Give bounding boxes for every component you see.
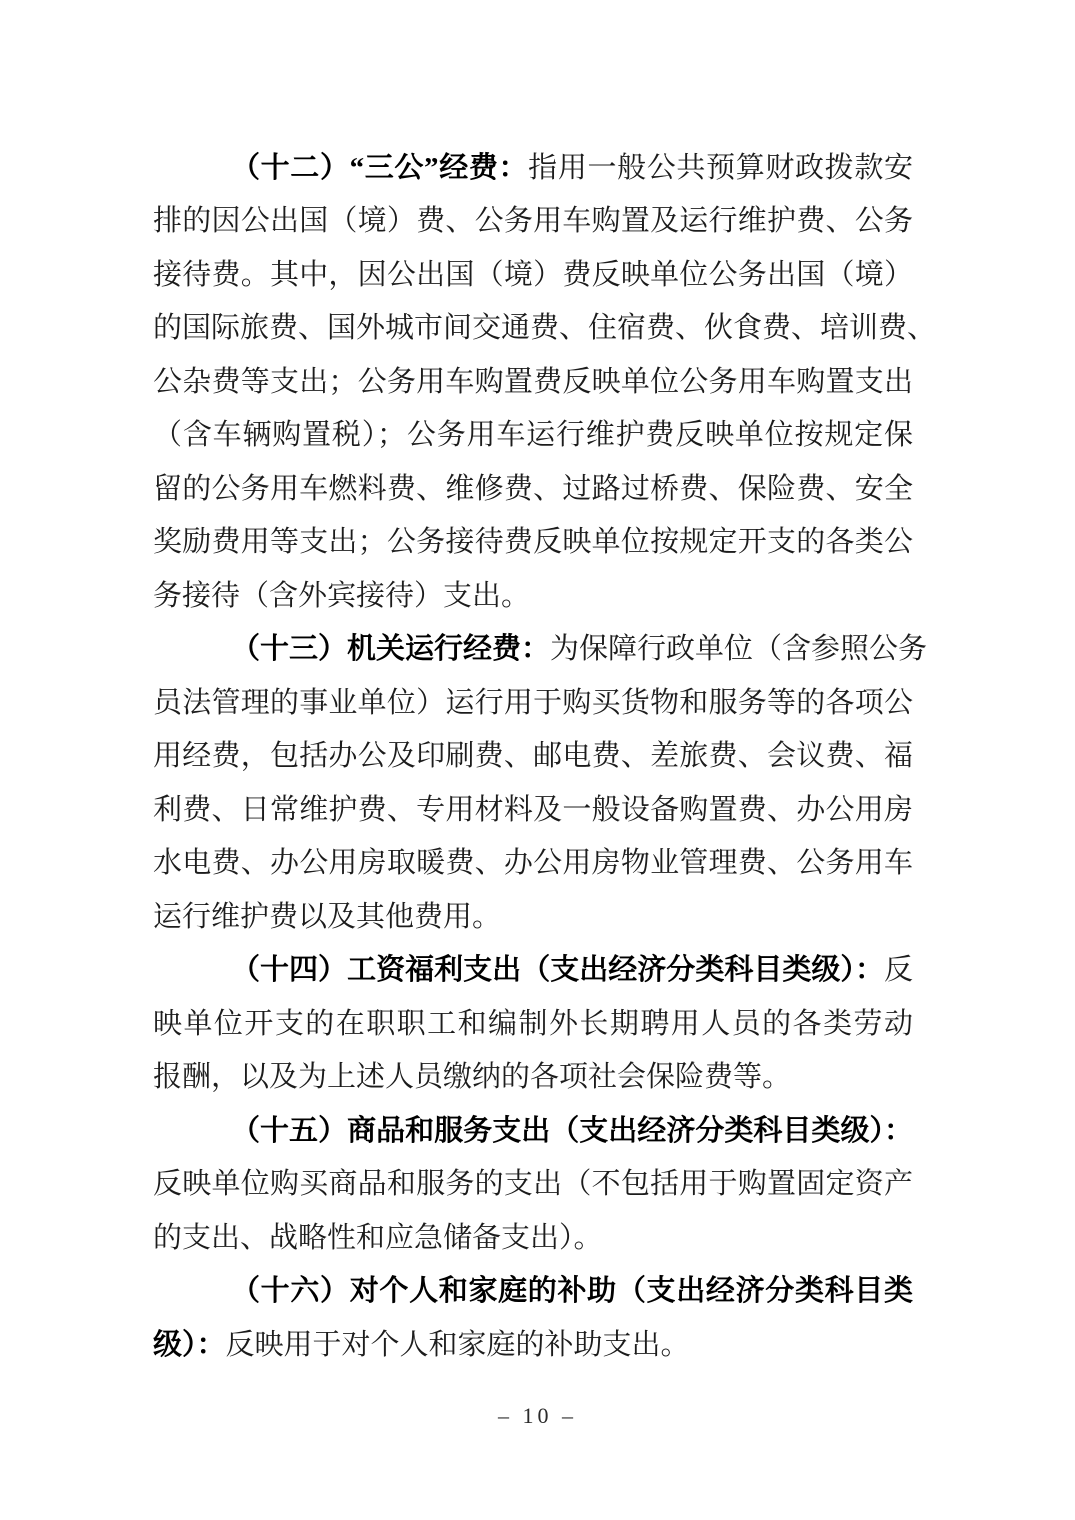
term-heading: （十六）对个人和家庭的补助（支出经济分类科目类 <box>231 1275 913 1307</box>
text-line <box>153 1050 913 1104</box>
text-line <box>153 676 913 730</box>
text-line <box>153 729 913 783</box>
term-heading: （十三）机关运行经费： <box>231 633 551 665</box>
body-text: （含车辆购置税）；公务用车运行维护费反映单位按规定保 <box>153 419 913 451</box>
body-text: 利费、日常维护费、专用材料及一般设备购置费、办公用房 <box>153 794 913 826</box>
body-text: 接待费。其中，因公出国（境）费反映单位公务出国（境） <box>153 259 913 291</box>
text-line <box>153 890 913 944</box>
term-heading: 级）： <box>153 1329 226 1361</box>
body-text: 的国际旅费、国外城市间交通费、住宿费、伙食费、培训费、 <box>153 312 937 344</box>
body-text: 奖励费用等支出；公务接待费反映单位按规定开支的各类公 <box>153 526 913 558</box>
body-text: 运行维护费以及其他费用。 <box>153 901 502 933</box>
term-heading: （十四）工资福利支出（支出经济分类科目类级）： <box>231 954 884 986</box>
text-line <box>153 515 913 569</box>
text-line <box>153 1318 913 1372</box>
text-line <box>153 569 913 623</box>
text-line <box>153 462 913 516</box>
body-text: 公杂费等支出；公务用车购置费反映单位公务用车购置支出 <box>153 366 913 398</box>
body-text: 务接待（含外宾接待）支出。 <box>153 580 531 612</box>
body-text: 排的因公出国（境）费、公务用车购置及运行维护费、公务 <box>153 205 913 237</box>
body-text: 反映用于对个人和家庭的补助支出。 <box>225 1329 690 1361</box>
body-text: 反映单位购买商品和服务的支出（不包括用于购置固定资产 <box>153 1168 913 1200</box>
page-number: – 10 – <box>498 1403 577 1428</box>
body-text: 留的公务用车燃料费、维修费、过路过桥费、保险费、安全 <box>153 473 913 505</box>
body-text: 指用一般公共预算财政拨款安 <box>528 152 913 184</box>
text-line <box>153 408 913 462</box>
text-line <box>153 194 913 248</box>
term-heading: （十五）商品和服务支出（支出经济分类科目类级）： <box>231 1115 913 1147</box>
body-text: 为保障行政单位（含参照公务 <box>550 633 928 665</box>
text-line <box>153 622 928 676</box>
text-line <box>153 836 913 890</box>
text-line <box>153 355 913 409</box>
term-heading: （十二）“三公”经费： <box>231 152 529 184</box>
body-text: 的支出、战略性和应急储备支出）。 <box>153 1222 603 1254</box>
text-line <box>153 1104 913 1158</box>
body-text: 映单位开支的在职职工和编制外长期聘用人员的各类劳动 <box>153 1008 913 1040</box>
text-line <box>153 1264 913 1318</box>
text-line <box>153 1211 913 1265</box>
body-text: 反 <box>883 954 913 986</box>
text-line <box>153 997 913 1051</box>
text-line <box>153 943 913 997</box>
text-line <box>153 1157 913 1211</box>
body-text: 报酬，以及为上述人员缴纳的各项社会保险费等。 <box>153 1061 792 1093</box>
text-line <box>153 248 913 302</box>
body-text: 员法管理的事业单位）运行用于购买货物和服务等的各项公 <box>153 687 913 719</box>
body-text: 用经费，包括办公及印刷费、邮电费、差旅费、会议费、福 <box>153 740 913 772</box>
text-line <box>153 141 913 195</box>
text-line <box>153 301 937 355</box>
text-line <box>153 783 913 837</box>
body-text: 水电费、办公用房取暖费、办公用房物业管理费、公务用车 <box>153 847 913 879</box>
